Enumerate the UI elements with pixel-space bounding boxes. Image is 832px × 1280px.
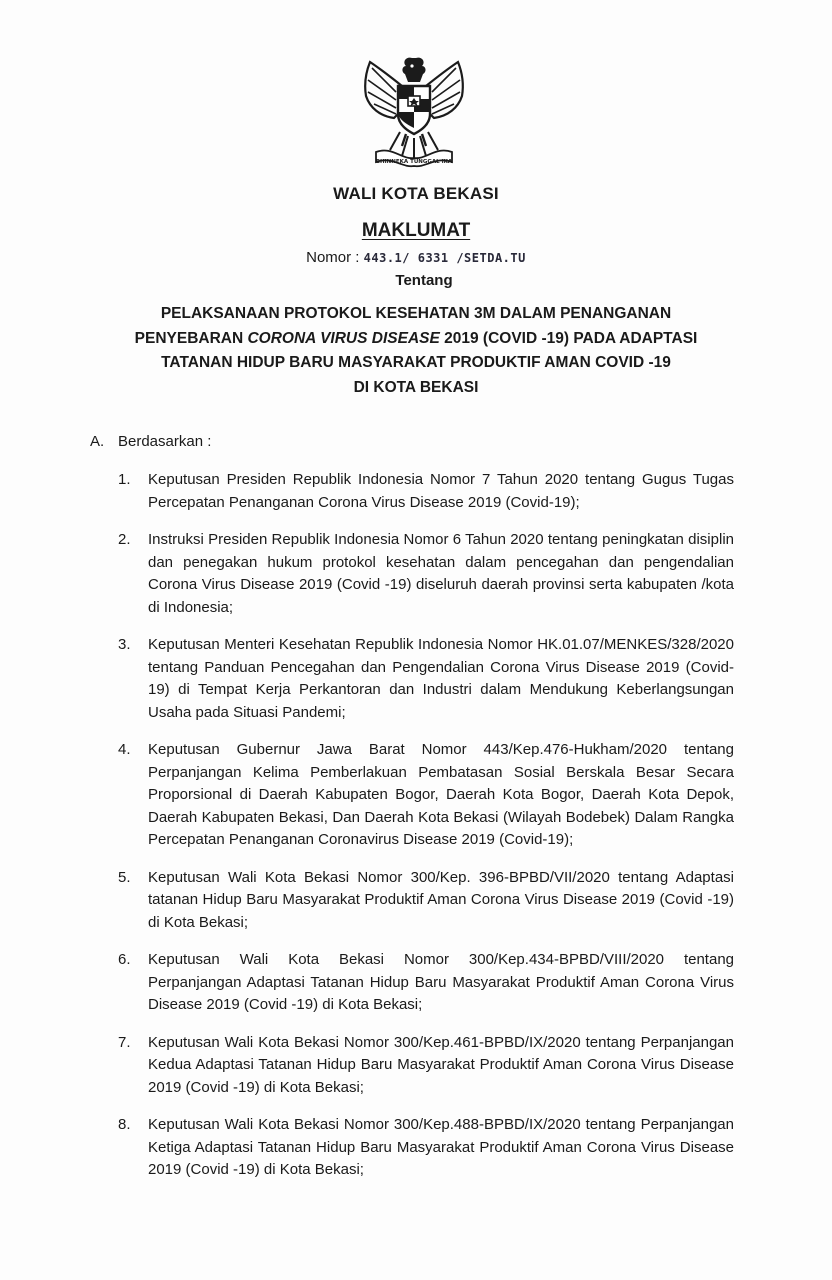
list-item [118, 1032, 734, 1100]
subject-line-1: PELAKSANAAN PROTOKOL KESEHATAN 3M DALAM PENANGANAN [160, 305, 672, 322]
section-title: Berdasarkan : [118, 433, 212, 450]
list-item-text: Keputusan Wali Kota Bekasi Nomor 300/Kep.461-BPBD/IX/2020 tentang Perpanjangan Kedua Adaptasi Tatanan Hidup Baru Masyarakat Produktif Aman Corona Virus Disease 2019 (Covid -19) di Kota Bekasi; [148, 1033, 734, 1096]
garuda-emblem-icon [352, 52, 476, 172]
section-heading [90, 433, 211, 450]
list-item-text: Keputusan Wali Kota Bekasi Nomor 300/Kep.488-BPBD/IX/2020 tentang Perpanjangan Ketiga Adaptasi Tatanan Hidup Baru Masyarakat Produktif Aman Corona Virus Disease 2019 (Covid -19) di Kota Bekasi; [148, 1116, 734, 1178]
subject-line-4: DI KOTA BEKASI [353, 378, 479, 396]
list-item [118, 634, 734, 724]
list-item [118, 469, 734, 514]
list-item [118, 529, 734, 619]
subject-line-2-prefix: PENYEBARAN [134, 329, 248, 347]
list-item-number: 8. [118, 1116, 131, 1133]
svg-text:BHINNEKA TUNGGAL IKA: BHINNEKA TUNGGAL IKA [375, 159, 453, 165]
subject-line-2 [0, 327, 832, 352]
list-item-text: Instruksi Presiden Republik Indonesia Nomor 6 Tahun 2020 tentang peningkatan disiplin dan penegakan hukum protokol kesehatan dalam pencegahan dan pengendalian Corona Virus Disease 2019 (Covid -19) diseluruh daerah provinsi serta kabupaten /kota di Indonesia; [148, 531, 734, 616]
list-item-text: Keputusan Gubernur Jawa Barat Nomor 443/Kep.476-Hukham/2020 tentang Perpanjangan Kelima Pemberlakuan Pembatasan Sosial Berskala Besar Secara Proporsional di Daerah Kabupaten Bogor, Daerah Kota Bogor, Daerah Kota Depok, Daerah Kabupaten Bekasi, Dan Daerah Kota Bekasi (Wilayah Bodebek) Dalam Rangka Percepatan Penanganan Coronavirus Disease 2019 (Covid-19); [148, 741, 734, 848]
subject-line-2-italic: CORONA VIRUS DISEASE [247, 329, 440, 347]
list-item [118, 1114, 734, 1182]
subject-heading [0, 302, 832, 400]
issuer-title: WALI KOTA BEKASI [333, 184, 499, 203]
list-item-number: 4. [118, 741, 131, 758]
document-type-title: MAKLUMAT [361, 220, 471, 241]
about-label: Tentang [395, 272, 453, 289]
section-letter: A. [90, 433, 105, 450]
list-item-number: 1. [118, 471, 131, 488]
subject-line-3: TATANAN HIDUP BARU MASYARAKAT PRODUKTIF AMAN COVID -19 [161, 354, 671, 371]
number-label: Nomor : [306, 249, 360, 266]
subject-line-2-suffix: 2019 (COVID -19) PADA ADAPTASI [439, 329, 698, 347]
legal-basis-list [118, 469, 734, 1197]
list-item-text: Keputusan Wali Kota Bekasi Nomor 300/Kep.434-BPBD/VIII/2020 tentang Perpanjangan Adaptasi Tatanan Hidup Baru Masyarakat Produktif Aman Corona Virus Disease 2019 (Covid -19) di Kota Bekasi; [148, 951, 734, 1013]
list-item-text: Keputusan Wali Kota Bekasi Nomor 300/Kep. 396-BPBD/VII/2020 tentang Adaptasi tatanan Hidup Baru Masyarakat Produktif Aman Corona Virus Disease 2019 (Covid -19) di Kota Bekasi; [148, 868, 734, 931]
list-item [118, 949, 734, 1017]
list-item-number: 5. [118, 868, 131, 886]
list-item-number: 2. [118, 531, 131, 548]
list-item [118, 739, 734, 852]
list-item-number: 7. [118, 1033, 131, 1051]
list-item-text: Keputusan Menteri Kesehatan Republik Indonesia Nomor HK.01.07/MENKES/328/2020 tentang Panduan Pencegahan dan Pengendalian Corona Virus Disease 2019 (Covid-19) di Tempat Kerja Perkantoran dan Industri dalam Mendukung Keberlangsungan Usaha pada Situasi Pandemi; [148, 636, 734, 721]
document-number-line [0, 249, 832, 266]
list-item-number: 6. [118, 951, 131, 968]
list-item-text: Keputusan Presiden Republik Indonesia Nomor 7 Tahun 2020 tentang Gugus Tugas Percepatan Penanganan Corona Virus Disease 2019 (Covid-19); [148, 471, 734, 511]
list-item-number: 3. [118, 636, 131, 653]
list-item [118, 867, 734, 935]
number-value: 443.1/ 6331 /SETDA.TU [363, 251, 526, 265]
